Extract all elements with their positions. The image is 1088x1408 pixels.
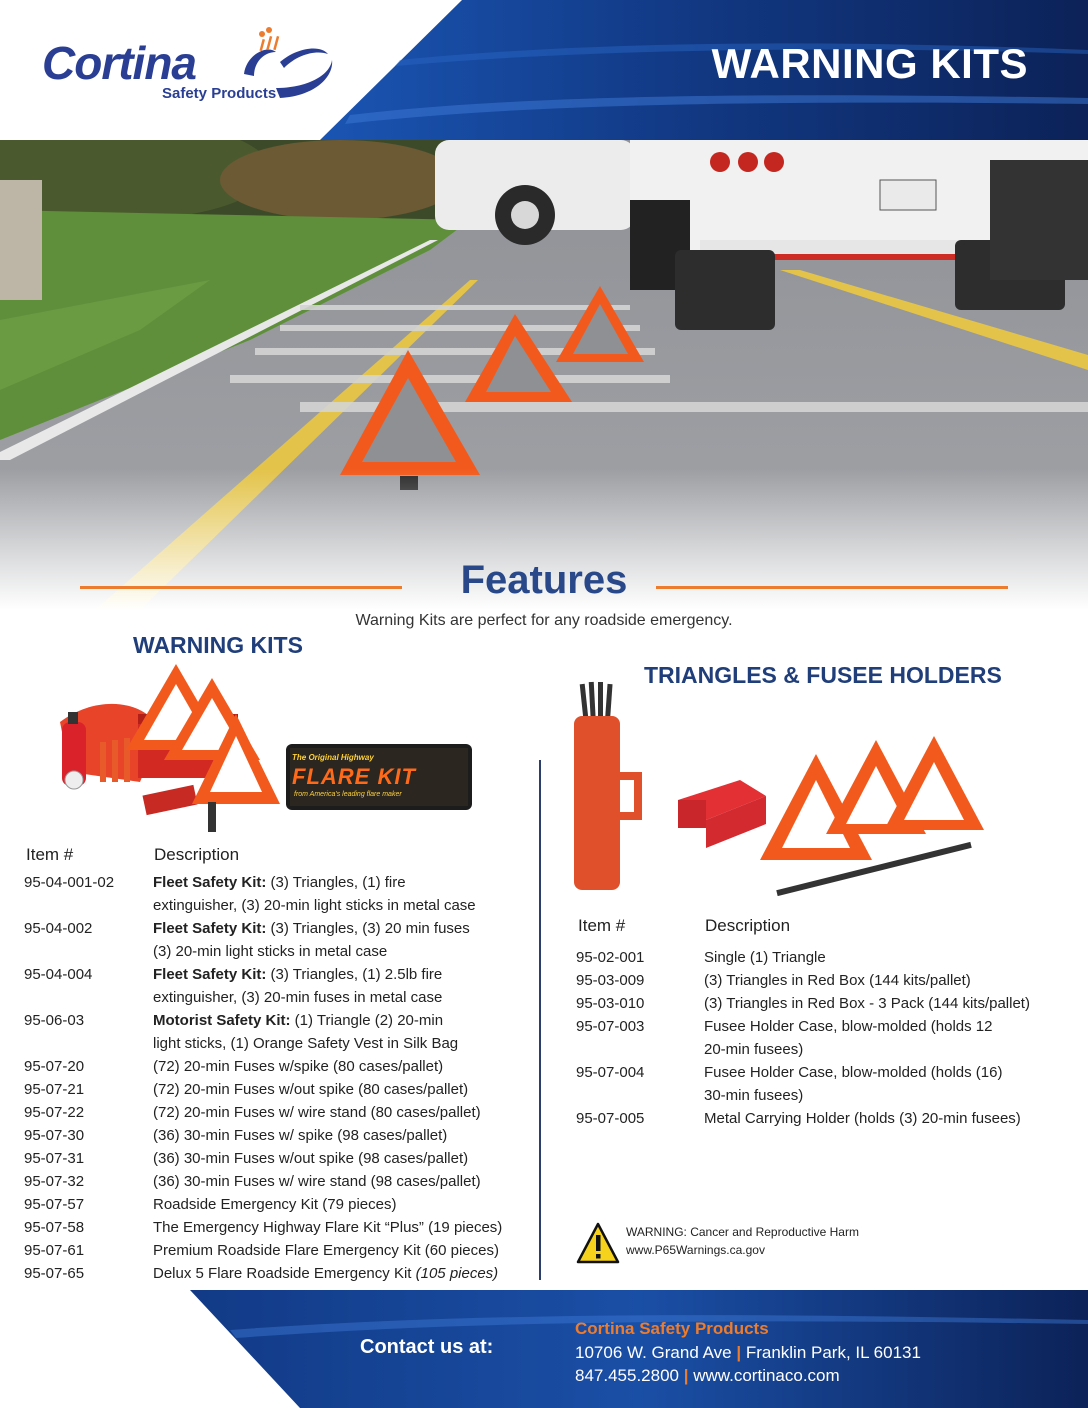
table-row xyxy=(24,1193,534,1216)
company-contact xyxy=(575,1366,840,1386)
item-number: 95-04-002 xyxy=(24,920,93,937)
table-row xyxy=(576,1107,1076,1130)
features-heading: Features xyxy=(460,558,628,602)
table-row xyxy=(24,1170,534,1193)
hero-scene-illustration xyxy=(0,140,1088,610)
company-name: Cortina Safety Products xyxy=(575,1319,769,1338)
description-continuation: (3) 20-min light sticks in metal case xyxy=(153,943,388,960)
table-row xyxy=(24,1262,534,1285)
item-number: 95-07-003 xyxy=(576,1018,645,1035)
item-number: 95-07-61 xyxy=(24,1242,85,1259)
kit-name: Fleet Safety Kit: xyxy=(153,966,267,983)
item-number: 95-07-20 xyxy=(24,1058,85,1075)
item-description xyxy=(704,1061,1002,1084)
flare-kit-label-bottom: from America's leading flare maker xyxy=(294,791,402,798)
item-description xyxy=(704,946,826,969)
address-city: Franklin Park, IL 60131 xyxy=(745,1343,921,1362)
description-text: Roadside Emergency Kit (79 pieces) xyxy=(153,1196,397,1213)
item-number: 95-06-03 xyxy=(24,1012,85,1029)
item-number: 95-07-004 xyxy=(576,1064,645,1081)
table-row xyxy=(24,1216,534,1239)
item-number: 95-07-32 xyxy=(24,1173,85,1190)
kit-name: Fleet Safety Kit: xyxy=(153,874,267,891)
item-description xyxy=(704,992,1030,1015)
features-subtitle: Warning Kits are perfect for any roadside emergency. xyxy=(355,612,733,629)
description-text: (36) 30-min Fuses w/out spike (98 cases/pallet) xyxy=(153,1150,469,1167)
description-text: (3) Triangles in Red Box (144 kits/pallet) xyxy=(704,972,971,989)
table-row xyxy=(24,871,534,917)
item-description xyxy=(153,1193,396,1216)
left-col-item-header: Item # xyxy=(26,845,74,864)
item-description xyxy=(153,1239,499,1262)
description-text: (72) 20-min Fuses w/spike (80 cases/pallet) xyxy=(153,1058,444,1075)
description-text: Fusee Holder Case, blow-molded (holds (16) xyxy=(704,1064,1003,1081)
description-text: Premium Roadside Flare Emergency Kit (60 pieces) xyxy=(153,1242,499,1259)
description-continuation: extinguisher, (3) 20-min fuses in metal case xyxy=(153,989,443,1006)
description-text: (3) Triangles, (1) fire xyxy=(266,874,406,891)
description-continuation: extinguisher, (3) 20-min light sticks in metal case xyxy=(153,897,476,914)
table-row xyxy=(24,1124,534,1147)
description-continuation: light sticks, (1) Orange Safety Vest in Silk Bag xyxy=(153,1035,459,1052)
table-row xyxy=(24,1078,534,1101)
address-street: 10706 W. Grand Ave xyxy=(575,1343,732,1362)
p65-warning-url[interactable]: www.P65Warnings.ca.gov xyxy=(626,1243,765,1257)
item-description xyxy=(153,1009,443,1032)
item-number: 95-03-009 xyxy=(576,972,645,989)
description-text: (3) Triangles, (1) 2.5lb fire xyxy=(266,966,443,983)
item-description xyxy=(153,1078,468,1101)
right-col-item-header: Item # xyxy=(578,916,626,935)
column-divider xyxy=(539,760,541,1280)
item-description xyxy=(153,871,406,894)
page-title: WARNING KITS xyxy=(711,40,1028,87)
item-description xyxy=(153,1055,443,1078)
table-row xyxy=(576,969,1076,992)
item-description xyxy=(153,917,470,940)
warning-triangle-icon xyxy=(576,1222,620,1266)
left-col-desc-header: Description xyxy=(154,845,240,864)
item-description xyxy=(153,1216,502,1239)
table-row xyxy=(24,1239,534,1262)
item-description xyxy=(153,1262,498,1285)
table-row xyxy=(24,963,534,1009)
description-text: (36) 30-min Fuses w/ wire stand (98 cases/pallet) xyxy=(153,1173,481,1190)
description-text: (3) Triangles in Red Box - 3 Pack (144 kits/pallet) xyxy=(704,995,1030,1012)
item-description xyxy=(704,1107,1021,1130)
company-address xyxy=(575,1343,921,1363)
logo-swoosh-icon xyxy=(236,26,336,104)
item-number: 95-07-31 xyxy=(24,1150,85,1167)
separator: | xyxy=(683,1366,689,1385)
flare-kit-label-top: The Original Highway xyxy=(292,753,374,762)
flare-kit-label-main: FLARE KIT xyxy=(292,764,416,789)
table-row xyxy=(24,1055,534,1078)
p65-warning-text xyxy=(626,1223,859,1259)
footer-banner xyxy=(0,1290,1088,1408)
piece-count: (105 pieces) xyxy=(415,1265,499,1282)
description-text: (1) Triangle (2) 20-min xyxy=(290,1012,444,1029)
contact-label: Contact us at: xyxy=(360,1336,494,1358)
triangles-fusee-product-photo xyxy=(560,676,1000,896)
description-continuation: 20-min fusees) xyxy=(704,1041,804,1058)
item-number: 95-04-001-02 xyxy=(24,874,115,891)
description-text: (72) 20-min Fuses w/out spike (80 cases/pallet) xyxy=(153,1081,469,1098)
item-description xyxy=(153,963,442,986)
item-number: 95-07-22 xyxy=(24,1104,85,1121)
logo-wordmark: Cortina xyxy=(42,37,196,89)
hero-photo xyxy=(0,140,1088,610)
item-number: 95-07-005 xyxy=(576,1110,645,1127)
table-row xyxy=(576,1015,1076,1061)
description-text: (3) Triangles, (3) 20 min fuses xyxy=(266,920,470,937)
warning-kits-table xyxy=(24,871,534,1291)
item-description xyxy=(704,969,971,992)
table-row xyxy=(24,1009,534,1055)
description-text: Single (1) Triangle xyxy=(704,949,826,966)
phone-number[interactable]: 847.455.2800 xyxy=(575,1366,679,1385)
table-row xyxy=(576,946,1076,969)
table-row xyxy=(24,917,534,963)
triangles-fusee-table xyxy=(576,946,1076,1146)
table-row xyxy=(576,1061,1076,1107)
table-row xyxy=(24,1101,534,1124)
item-number: 95-02-001 xyxy=(576,949,645,966)
logo-subtitle: Safety Products xyxy=(162,85,277,102)
description-text: Metal Carrying Holder (holds (3) 20-min fusees) xyxy=(704,1110,1021,1127)
item-number: 95-04-004 xyxy=(24,966,93,983)
warning-kits-heading: WARNING KITS xyxy=(133,632,303,658)
item-number: 95-07-57 xyxy=(24,1196,85,1213)
kit-name: Fleet Safety Kit: xyxy=(153,920,267,937)
description-continuation: 30-min fusees) xyxy=(704,1087,804,1104)
description-text: Fusee Holder Case, blow-molded (holds 12 xyxy=(704,1018,993,1035)
p65-warning-line: WARNING: Cancer and Reproductive Harm xyxy=(626,1225,859,1239)
page-header xyxy=(0,0,1088,140)
right-col-desc-header: Description xyxy=(705,916,791,935)
item-description xyxy=(704,1015,992,1038)
table-row xyxy=(576,992,1076,1015)
kit-name: Motorist Safety Kit: xyxy=(153,1012,291,1029)
item-number: 95-07-21 xyxy=(24,1081,85,1098)
item-number: 95-07-58 xyxy=(24,1219,85,1236)
separator: | xyxy=(736,1343,742,1362)
item-number: 95-07-30 xyxy=(24,1127,85,1144)
website-link[interactable]: www.cortinaco.com xyxy=(693,1366,840,1385)
description-text: Delux 5 Flare Roadside Emergency Kit xyxy=(153,1265,416,1282)
item-description xyxy=(153,1101,481,1124)
table-row xyxy=(24,1147,534,1170)
triangles-fusee-heading: TRIANGLES & FUSEE HOLDERS xyxy=(644,662,1002,688)
warning-kits-product-photo xyxy=(40,662,480,837)
item-description xyxy=(153,1147,468,1170)
description-text: The Emergency Highway Flare Kit “Plus” (19 pieces) xyxy=(153,1219,503,1236)
item-number: 95-07-65 xyxy=(24,1265,85,1282)
description-text: (36) 30-min Fuses w/ spike (98 cases/pallet) xyxy=(153,1127,448,1144)
item-number: 95-03-010 xyxy=(576,995,645,1012)
description-text: (72) 20-min Fuses w/ wire stand (80 cases/pallet) xyxy=(153,1104,481,1121)
item-description xyxy=(153,1170,481,1193)
item-description xyxy=(153,1124,447,1147)
